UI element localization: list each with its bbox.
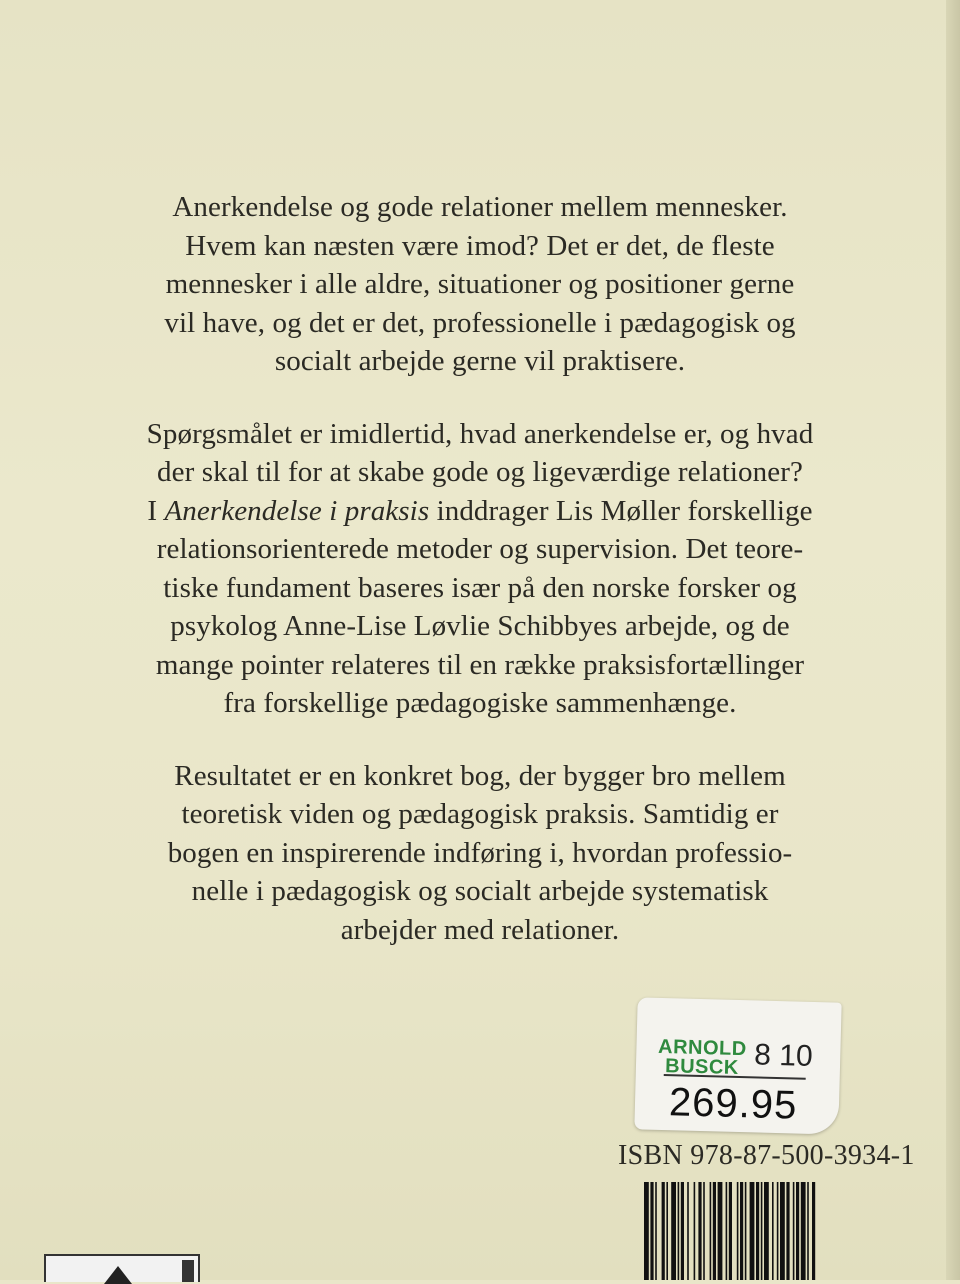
- blurb-line: Anerkendelse og gode relationer mellem mennesker.: [172, 191, 788, 223]
- blurb-line: vil have, og det er det, professionelle i pædagogisk og: [164, 306, 796, 339]
- blurb-line: psykolog Anne-Lise Løvlie Schibbyes arbejde, og de: [170, 610, 790, 642]
- blurb-line: Resultatet er en konkret bog, der bygger bro mellem: [174, 759, 786, 792]
- blurb-line: relationsorienterede metoder og supervision. Det teore-: [156, 533, 804, 565]
- price-sticker: [634, 997, 841, 1134]
- store-brand-line: ARNOLD: [657, 1035, 747, 1061]
- cover-edge: [946, 0, 960, 1280]
- blurb-paragraph-3: [60, 757, 900, 950]
- blurb-line: socialt arbejde gerne vil praktisere.: [274, 345, 686, 377]
- back-cover-blurb: [60, 188, 900, 983]
- store-brand: [648, 1035, 757, 1080]
- barcode-icon: [642, 1182, 880, 1280]
- blurb-line: [60, 492, 900, 531]
- sticker-code: 8 10: [753, 1038, 814, 1073]
- blurb-text: inddrager Lis Møller forskellige: [429, 494, 813, 527]
- blurb-line: teoretisk viden og pædagogisk praksis. Samtidig er: [181, 798, 779, 830]
- blurb-line: bogen en inspirerende indføring i, hvordan professio-: [167, 836, 793, 869]
- blurb-line: mennesker i alle aldre, situationer og positioner gerne: [165, 268, 795, 300]
- blurb-line: Spørgsmålet er imidlertid, hvad anerkendelse er, og hvad: [146, 417, 814, 450]
- publisher-logo: [44, 1254, 200, 1282]
- publisher-mark-icon: [104, 1266, 132, 1284]
- blurb-text: I: [147, 494, 165, 527]
- price-value: 269.95: [668, 1080, 798, 1128]
- blurb-line: tiske fundament baseres især på den norske forsker og: [163, 571, 797, 604]
- book-title-italic: Anerkendelse i praksis: [164, 494, 430, 527]
- blurb-paragraph-1: [60, 188, 900, 381]
- blurb-line: Hvem kan næsten være imod? Det er det, de fleste: [185, 229, 775, 262]
- blurb-line: arbejder med relationer.: [340, 913, 620, 946]
- blurb-line: mange pointer relateres til en række praksisfortællinger: [155, 648, 805, 681]
- blurb-line: der skal til for at skabe gode og ligeværdige relationer?: [157, 456, 803, 488]
- blurb-line: fra forskellige pædagogiske sammenhænge.: [223, 687, 737, 719]
- blurb-paragraph-2: [60, 415, 900, 723]
- publisher-bar-icon: [182, 1260, 194, 1282]
- isbn-number: ISBN 978-87-500-3934-1: [618, 1140, 915, 1171]
- store-brand-line: BUSCK: [664, 1055, 740, 1080]
- blurb-line: nelle i pædagogisk og socialt arbejde systematisk: [191, 875, 769, 907]
